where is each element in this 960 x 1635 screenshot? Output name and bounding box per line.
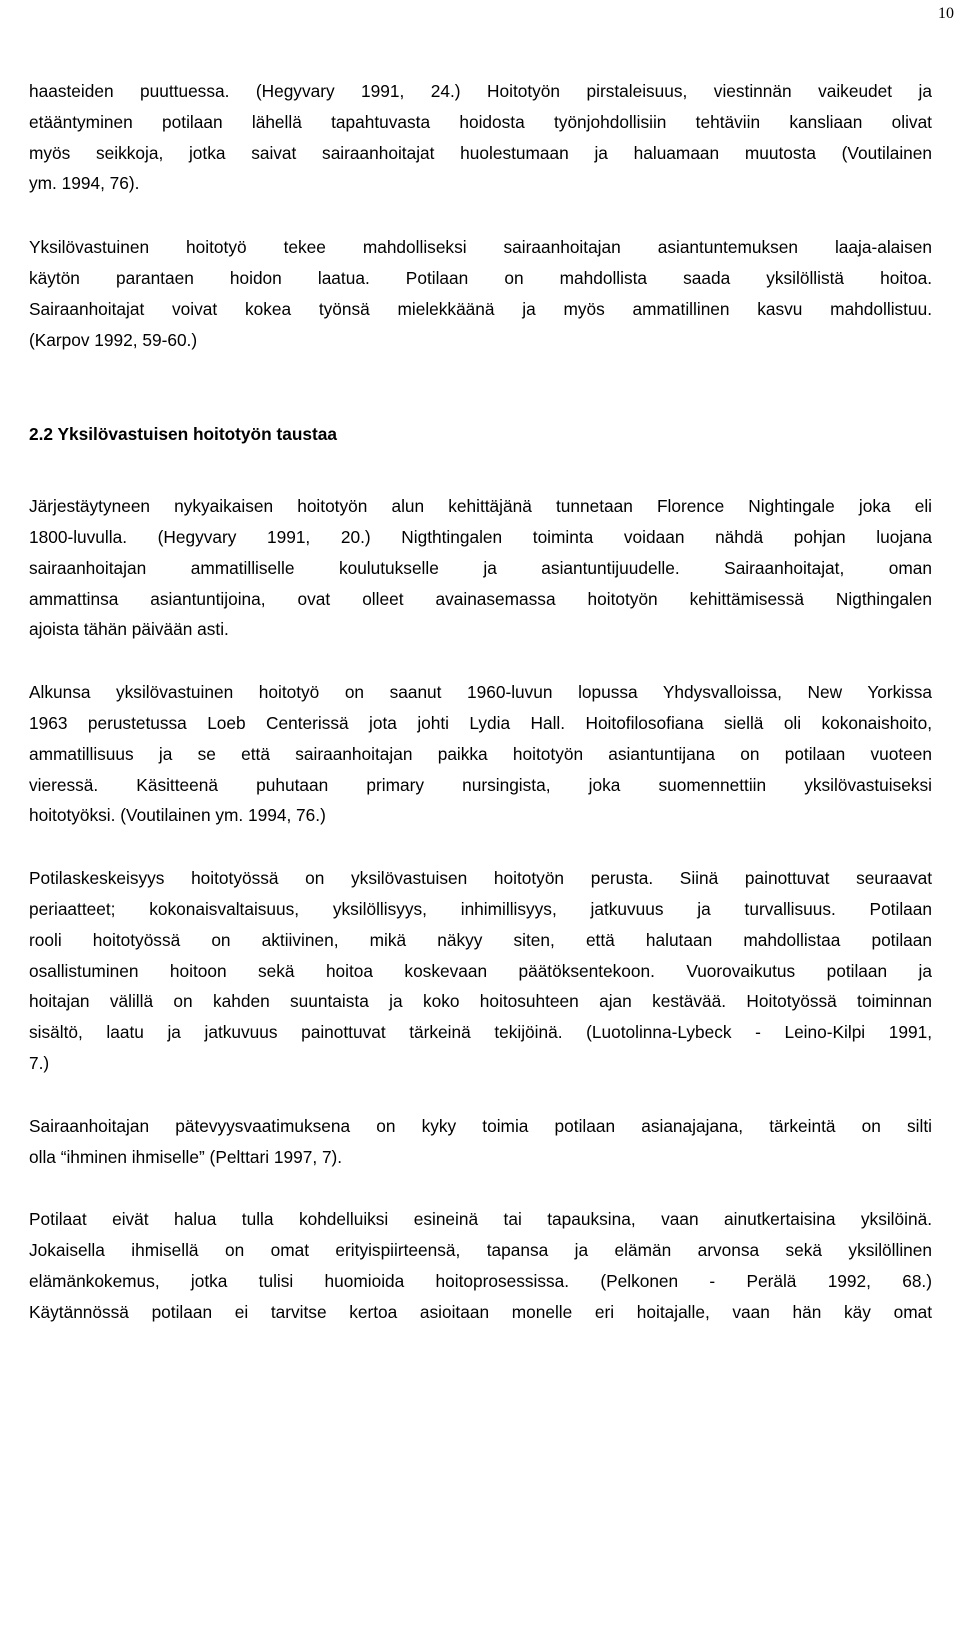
document-body bbox=[29, 76, 932, 1328]
paragraph-2 bbox=[29, 232, 932, 355]
text-line: (Karpov 1992, 59-60.) bbox=[29, 329, 198, 350]
page-number: 10 bbox=[938, 5, 954, 22]
text-line: Jokaisella ihmisellä on omat erityispiirteensä, tapansa ja elämän arvonsa sekä yksilöllinen bbox=[29, 1240, 932, 1261]
text-line: vieressä. Käsitteenä puhutaan primary nursingista, joka suomennettiin yksilövastuiseksi bbox=[29, 774, 932, 795]
text-line: ajoista tähän päivään asti. bbox=[29, 619, 229, 640]
paragraph-6 bbox=[29, 1111, 932, 1173]
text-line: Käytännössä potilaan ei tarvitse kertoa asioitaan monelle eri hoitajalle, vaan hän käy omat bbox=[29, 1301, 932, 1322]
text-line: 1800-luvulla. (Hegyvary 1991, 20.) Nigthtingalen toiminta voidaan nähdä pohjan luojana bbox=[29, 526, 932, 547]
text-line: hoitajan välillä on kahden suuntaista ja koko hoitosuhteen ajan kestävää. Hoitotyössä toiminnan bbox=[29, 991, 932, 1012]
text-line: sairaanhoitajan ammatilliselle koulutukselle ja asiantuntijuudelle. Sairaanhoitajat, oman bbox=[29, 557, 932, 578]
text-line: sisältö, laatu ja jatkuvuus painottuvat tärkeinä tekijöinä. (Luotolinna-Lybeck - Leino-Kilpi 1991, bbox=[29, 1022, 932, 1043]
text-line: Yksilövastuinen hoitotyö tekee mahdolliseksi sairaanhoitajan asiantuntemuksen laaja-alaisen bbox=[29, 237, 932, 258]
text-line: osallistuminen hoitoon sekä hoitoa koskevaan päätöksentekoon. Vuorovaikutus potilaan ja bbox=[29, 960, 932, 981]
paragraph-7 bbox=[29, 1204, 932, 1327]
text-line: 7.) bbox=[29, 1052, 50, 1073]
text-line: haasteiden puuttuessa. (Hegyvary 1991, 24.) Hoitotyön pirstaleisuus, viestinnän vaikeudet ja bbox=[29, 81, 932, 101]
text-line: 1963 perustetussa Loeb Centerissä jota johti Lydia Hall. Hoitofilosofiana siellä oli kokonaishoito, bbox=[29, 712, 932, 733]
text-line: Potilaat eivät halua tulla kohdelluiksi esineinä tai tapauksina, vaan ainutkertaisina yksilöinä. bbox=[29, 1209, 932, 1230]
text-line: elämänkokemus, jotka tulisi huomioida hoitoprosessissa. (Pelkonen - Perälä 1992, 68.) bbox=[29, 1270, 932, 1291]
paragraph-4 bbox=[29, 677, 932, 831]
text-line: olla “ihminen ihmiselle” (Pelttari 1997, 7). bbox=[29, 1146, 343, 1167]
text-line: ammatillisuus ja se että sairaanhoitajan paikka hoitotyön asiantuntijana on potilaan vuoteen bbox=[29, 743, 932, 764]
text-line: Potilaskeskeisyys hoitotyössä on yksilövastuisen hoitotyön perusta. Siinä painottuvat seuraavat bbox=[29, 868, 932, 889]
text-line: rooli hoitotyössä on aktiivinen, mikä näkyy siten, että halutaan mahdollistaa potilaan bbox=[29, 929, 932, 950]
text-line: Sairaanhoitajat voivat kokea työnsä mielekkäänä ja myös ammatillinen kasvu mahdollistuu. bbox=[29, 298, 932, 319]
paragraph-5 bbox=[29, 863, 932, 1079]
text-line: etääntyminen potilaan lähellä tapahtuvasta hoidosta työnjohdollisiin tehtäviin kansliaan olivat bbox=[29, 111, 932, 132]
paragraph-3 bbox=[29, 491, 932, 645]
text-line: myös seikkoja, jotka saivat sairaanhoitajat huolestumaan ja haluamaan muutosta (Voutilainen bbox=[29, 142, 932, 163]
text-line: ym. 1994, 76). bbox=[29, 173, 140, 194]
text-line: hoitotyöksi. (Voutilainen ym. 1994, 76.) bbox=[29, 805, 326, 826]
paragraph-1 bbox=[29, 76, 932, 199]
text-line: Alkunsa yksilövastuinen hoitotyö on saanut 1960-luvun lopussa Yhdysvalloissa, New Yorkissa bbox=[29, 682, 932, 703]
text-line: käytön parantaen hoidon laatua. Potilaan on mahdollista saada yksilöllistä hoitoa. bbox=[29, 267, 932, 288]
text-line: Järjestäytyneen nykyaikaisen hoitotyön alun kehittäjänä tunnetaan Florence Nightingale joka eli bbox=[29, 496, 932, 517]
section-heading: 2.2 Yksilövastuisen hoitotyön taustaa bbox=[29, 424, 337, 445]
text-line: Sairaanhoitajan pätevyysvaatimuksena on kyky toimia potilaan asianajajana, tärkeintä on silti bbox=[29, 1115, 932, 1136]
text-line: periaatteet; kokonaisvaltaisuus, yksilöllisyys, inhimillisyys, jatkuvuus ja turvallisuus. Potilaan bbox=[29, 898, 932, 919]
text-line: ammattinsa asiantuntijoina, ovat olleet avainasemassa hoitotyön kehittämisessä Nigthingalen bbox=[29, 588, 932, 609]
